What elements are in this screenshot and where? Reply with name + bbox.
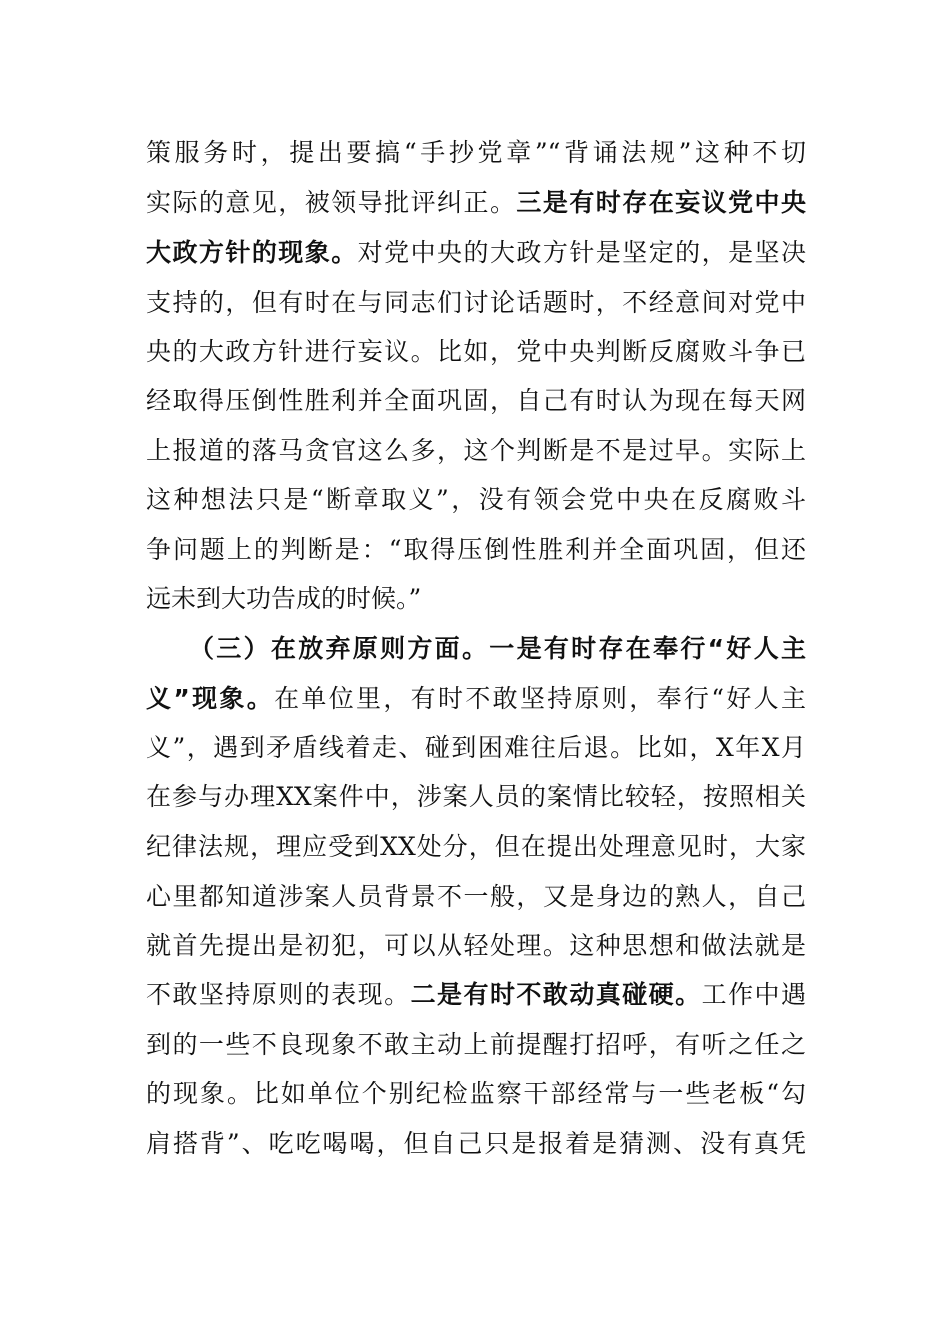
text-segment: 心里都知道涉案人员背景不一般，又是身边的熟人，自己 bbox=[146, 882, 806, 911]
text-line bbox=[146, 376, 806, 426]
text-line bbox=[146, 228, 806, 278]
bold-text-segment: 二是有时不敢动真碰硬。 bbox=[410, 980, 702, 1009]
text-segment: 在单位里，有时不敢坚持原则，奉行“好人主 bbox=[274, 684, 806, 713]
text-segment: 对党中央的大政方针是坚定的，是坚决 bbox=[357, 238, 806, 267]
text-line bbox=[146, 1119, 806, 1169]
text-segment: 到的一些不良现象不敢主动上前提醒打招呼，有听之任之 bbox=[146, 1030, 806, 1059]
text-line bbox=[146, 574, 806, 624]
text-segment: 经取得压倒性胜利并全面巩固，自己有时认为现在每天网 bbox=[146, 386, 806, 415]
text-segment: 的现象。比如单位个别纪检监察干部经常与一些老板“勾 bbox=[146, 1079, 806, 1108]
text-segment: 央的大政方针进行妄议。比如，党中央判断反腐败斗争已 bbox=[146, 337, 806, 366]
text-line bbox=[146, 723, 806, 773]
bold-text-segment: 义”现象。 bbox=[146, 684, 275, 713]
bold-text-segment: 三是有时存在妄议党中央 bbox=[516, 188, 806, 217]
text-segment: 争问题上的判断是：“取得压倒性胜利并全面巩固，但还 bbox=[146, 535, 806, 564]
text-line bbox=[146, 475, 806, 525]
text-segment: 不敢坚持原则的表现。 bbox=[146, 980, 411, 1009]
bold-text-segment: 大政方针的现象。 bbox=[146, 238, 358, 267]
text-segment: 肩搭背”、吃吃喝喝，但自己只是报着是猜测、没有真凭 bbox=[146, 1129, 806, 1158]
text-line bbox=[146, 921, 806, 971]
text-line bbox=[146, 128, 806, 178]
text-segment: 支持的，但有时在与同志们讨论话题时，不经意间对党中 bbox=[146, 288, 806, 317]
text-segment: 在参与办理XX案件中，涉案人员的案情比较轻，按照相关 bbox=[146, 782, 806, 811]
bold-text-segment: （三）在放弃原则方面。一是有时存在奉行“好人主 bbox=[189, 634, 806, 663]
text-segment: 实际的意见，被领导批评纠正。 bbox=[146, 188, 517, 217]
text-line bbox=[146, 1020, 806, 1070]
text-line bbox=[146, 426, 806, 476]
text-line bbox=[146, 970, 806, 1020]
text-line bbox=[146, 178, 806, 228]
text-line bbox=[146, 872, 806, 922]
text-segment: 义”，遇到矛盾线着走、碰到困难往后退。比如，X年X月 bbox=[146, 733, 806, 762]
text-segment: 策服务时，提出要搞“手抄党章”“背诵法规”这种不切 bbox=[146, 138, 806, 167]
text-segment: 纪律法规，理应受到XX处分，但在提出处理意见时，大家 bbox=[146, 832, 806, 861]
text-line bbox=[146, 772, 806, 822]
text-segment: 上报道的落马贪官这么多，这个判断是不是过早。实际上 bbox=[146, 436, 806, 465]
text-line bbox=[146, 327, 806, 377]
text-segment: 这种想法只是“断章取义”，没有领会党中央在反腐败斗 bbox=[146, 485, 806, 514]
text-line bbox=[146, 278, 806, 328]
text-segment: 工作中遇 bbox=[701, 980, 806, 1009]
text-line bbox=[146, 1069, 806, 1119]
text-segment: 远未到大功告成的时候。” bbox=[146, 584, 422, 613]
text-line bbox=[146, 674, 806, 724]
text-segment: 就首先提出是初犯，可以从轻处理。这种思想和做法就是 bbox=[146, 931, 806, 960]
section-heading-line bbox=[189, 624, 806, 674]
text-line bbox=[146, 822, 806, 872]
text-line bbox=[146, 525, 806, 575]
